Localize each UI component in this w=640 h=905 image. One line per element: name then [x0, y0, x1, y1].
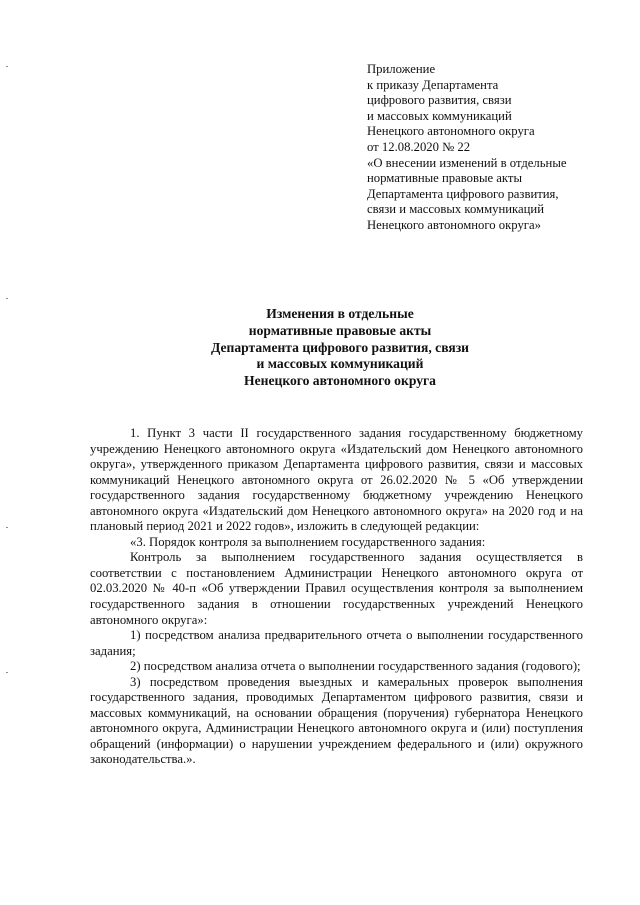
margin-mark: [6, 298, 8, 299]
appendix-line: «О внесении изменений в отдельные: [367, 155, 567, 170]
title-line: Департамента цифрового развития, связи: [210, 339, 470, 355]
appendix-line: Ненецкого автономного округа»: [367, 217, 541, 232]
title-line: Изменения в отдельные: [266, 306, 414, 321]
appendix-line: к приказу Департамента: [367, 77, 499, 92]
margin-mark: [6, 672, 8, 673]
title-line: нормативные правовые акты: [248, 322, 432, 338]
appendix-line: связи и массовых коммуникаций: [367, 202, 545, 217]
appendix-line: Ненецкого автономного округа: [367, 124, 535, 139]
appendix-line: от 12.08.2020 № 22: [367, 139, 471, 154]
appendix-line: цифрового развития, связи: [367, 93, 512, 108]
title-line: и массовых коммуникаций: [256, 356, 424, 372]
paragraph-control: Контроль за выполнением государственного задания осуществляется в соответствии с постановлением Администрации Ненецкого автономного округа от 02.03.2020 № 40-п «Об утверждении Правил осуществления контроля за выполнением государственного задания в отношении государственных учреждений Ненецкого автономного округа»:: [90, 550, 583, 627]
appendix-line: Приложение: [367, 62, 436, 76]
title-line: Ненецкого автономного округа: [244, 373, 436, 389]
paragraph-subitem-1: 1) посредством анализа предварительного отчета о выполнении государственного задания;: [90, 628, 583, 658]
paragraph-section-3-heading: «3. Порядок контроля за выполнением государственного задания:: [130, 534, 486, 549]
appendix-line: и массовых коммуникаций: [367, 108, 512, 123]
appendix-line: Департамента цифрового развития,: [367, 186, 559, 201]
paragraph-item-1: 1. Пункт 3 части II государственного задания государственному бюджетному учреждению Ненецкого автономного округа «Издательский дом Ненецкого автономного округа», утвержденного приказом Департамента цифрового развития, связи и массовых коммуникаций Ненецкого автономного округа от 26.02.2020 № 5 «Об утверждении государственного задания государственному бюджетному учреждению Ненецкого автономного округа «Издательский дом Ненецкого автономного округа» на 2020 год и на плановый период 2021 и 2022 годов», изложить в следующей редакции:: [90, 426, 583, 534]
margin-mark: [6, 66, 8, 67]
document-body: [90, 426, 583, 768]
paragraph-subitem-3: 3) посредством проведения выездных и камеральных проверок выполнения государственного задания, проводимых Департаментом цифрового развития, связи и массовых коммуникаций, на основании обращения (поручения) губернатора Ненецкого автономного округа, Администрации Ненецкого автономного округа и (или) поступления обращений (информации) о нарушении учреждением федерального и (или) окружного законодательства.».: [90, 674, 583, 767]
paragraph-subitem-2: 2) посредством анализа отчета о выполнении государственного задания (годового);: [130, 659, 581, 674]
margin-mark: [6, 527, 8, 528]
appendix-header: [367, 62, 627, 234]
appendix-line: нормативные правовые акты: [367, 171, 522, 186]
document-title: [100, 306, 580, 390]
